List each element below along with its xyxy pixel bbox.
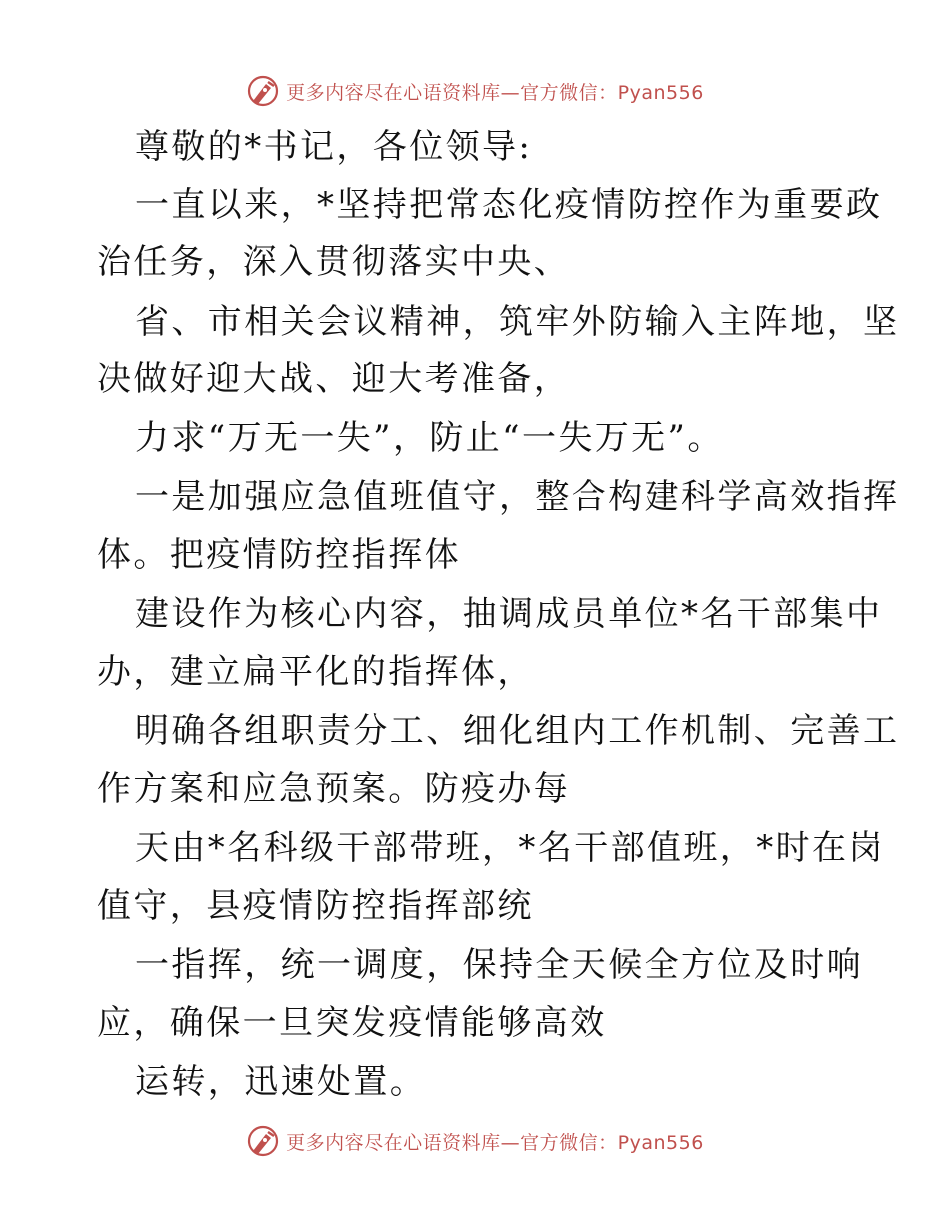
footer-banner-text xyxy=(286,1128,704,1155)
header-banner-dash: — xyxy=(500,81,521,104)
header-banner-title: 更多内容尽在心语资料库 xyxy=(286,81,501,104)
body-line: 天由*名科级干部带班，*名干部值班，*时在岗 xyxy=(135,828,885,868)
header-banner xyxy=(0,71,950,111)
header-banner-text xyxy=(286,78,704,105)
body-line: 明确各组职责分工、细化组内工作机制、完善工 xyxy=(135,711,900,751)
pen-nib-logo-icon xyxy=(246,1124,280,1158)
body-line: 应，确保一旦突发疫情能够高效 xyxy=(97,1003,607,1043)
footer-banner xyxy=(0,1121,950,1161)
footer-banner-wechat: 官方微信：Pyan556 xyxy=(520,1131,704,1154)
body-line: 一直以来，*坚持把常态化疫情防控作为重要政 xyxy=(135,185,883,225)
body-line: 建设作为核心内容，抽调成员单位*名干部集中 xyxy=(135,594,883,634)
footer-banner-dash: — xyxy=(500,1131,521,1154)
body-line: 力求“万无一失”，防止“一失万无”。 xyxy=(135,418,724,458)
body-line: 作方案和应急预案。防疫办每 xyxy=(97,769,571,809)
body-line: 运转，迅速处置。 xyxy=(135,1062,427,1102)
body-line: 值守，县疫情防控指挥部统 xyxy=(97,886,534,926)
pen-nib-logo-icon xyxy=(246,74,280,108)
body-line: 一指挥，统一调度，保持全天候全方位及时响 xyxy=(135,945,863,985)
body-line: 尊敬的*书记，各位领导: xyxy=(135,127,533,167)
body-line: 决做好迎大战、迎大考准备， xyxy=(97,359,571,399)
body-line: 治任务，深入贯彻落实中央、 xyxy=(97,242,571,282)
body-line: 一是加强应急值班值守，整合构建科学高效指挥 xyxy=(135,477,900,517)
body-line: 办，建立扁平化的指挥体， xyxy=(97,652,534,692)
header-banner-wechat: 官方微信：Pyan556 xyxy=(520,81,704,104)
footer-banner-title: 更多内容尽在心语资料库 xyxy=(286,1131,501,1154)
body-line: 体。把疫情防控指挥体 xyxy=(97,535,461,575)
body-line: 省、市相关会议精神，筑牢外防输入主阵地，坚 xyxy=(135,302,900,342)
